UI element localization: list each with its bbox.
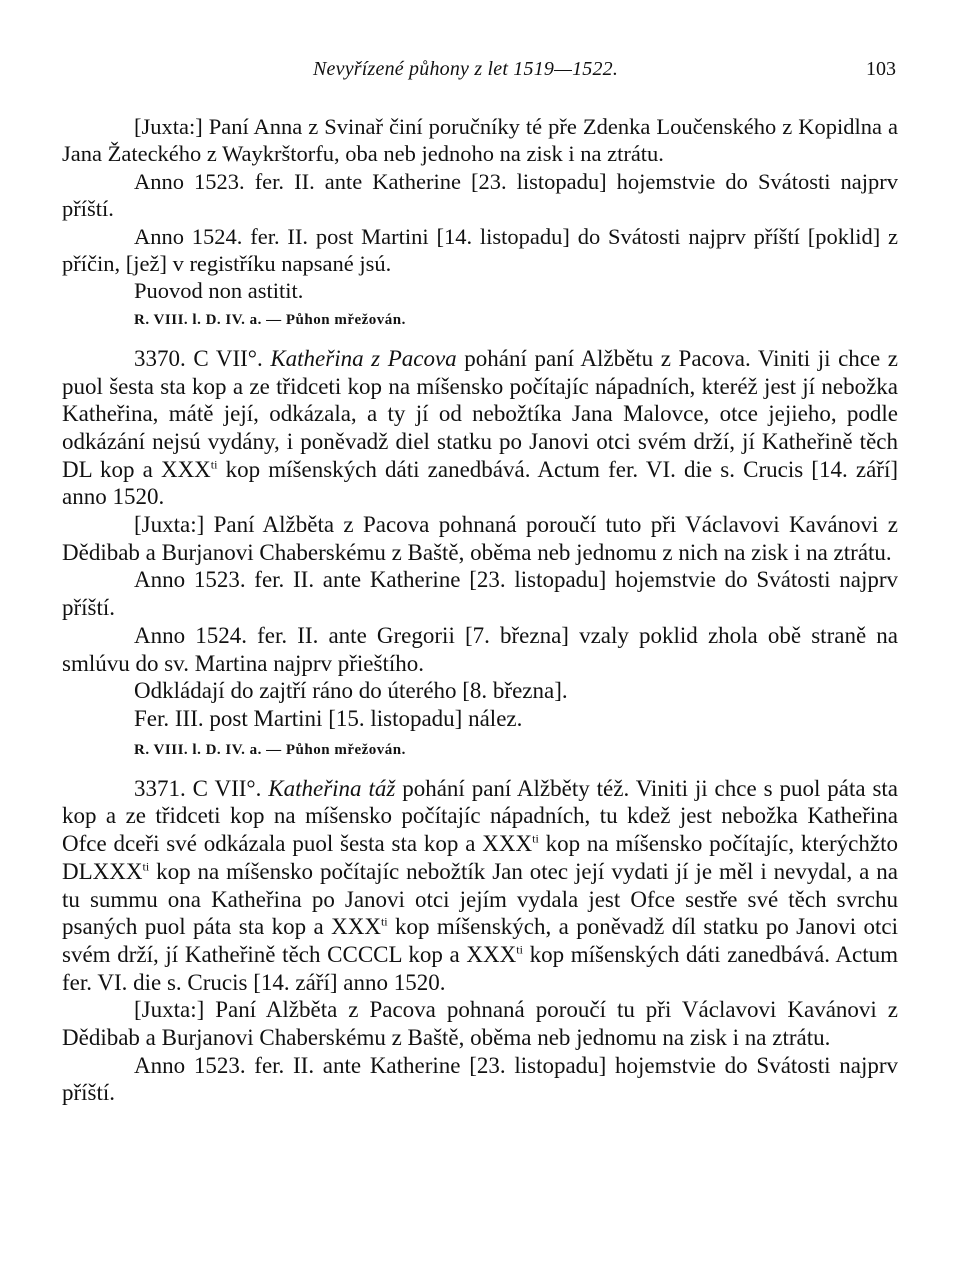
running-title: Nevyřízené půhony z let 1519—1522. bbox=[313, 58, 619, 80]
running-head bbox=[0, 58, 960, 88]
entry-number: 3371. C VII°. bbox=[134, 775, 262, 801]
page-number: 103 bbox=[866, 58, 896, 80]
archival-signature: R. VIII. l. D. IV. a. — Půhon mřežován. bbox=[134, 311, 406, 328]
entry-text-part: pohání paní Alžběty též. Viniti ji chce s puol páta sta kop a ze třidceti kop na míšensko počítajíc nápadních, tu kdež jest nebožka Katheřina Ofce dceři své odkázala puol šesta sta kop a XXX bbox=[62, 775, 898, 857]
anno-1524-paragraph: Anno 1524. fer. II. post Martini [14. listopadu] do Svátosti najprv příští [poklid] z příčin, [jež] v registříku napsané jsú. bbox=[62, 223, 898, 277]
archival-signature: R. VIII. l. D. IV. a. — Půhon mřežován. bbox=[134, 741, 406, 758]
entry-text-part: kop míšenských, a poněvadž díl statku po Janovi otci svém drží, jí Katheřině těch CCCCL kop a XXX bbox=[62, 914, 899, 967]
entry-main-text bbox=[62, 345, 898, 511]
fer-paragraph: Fer. III. post Martini [15. listopadu] nález. bbox=[134, 705, 523, 731]
entry-text-part: kop na míšensko počítajíc, kterýchžto DLXXX bbox=[62, 831, 898, 884]
superscript: ti bbox=[142, 859, 150, 874]
entry-text-part: kop míšenských dáti zanedbává. Actum fer. VI. die s. Crucis [14. září] anno 1520. bbox=[62, 941, 898, 995]
entry-text-part: pohání paní Alžbětu z Pacova. Viniti ji chce z puol šesta sta kop a ze třidceti kop na míšensko počítajíc nápadních, kteréž jest jí nebožka Katheřina, mátě její, odkázala, a ty jí od nebožtíka Jana Malovce, otce jejieho, podle odkázání nejsú vydány, i poněvadž diel statku po Janovi otci svém drží, jí Katheřině těch DL kop a XXX bbox=[62, 345, 899, 482]
odkladaji-paragraph: Odkládají do zajtří ráno do úterého [8. března]. bbox=[134, 678, 568, 704]
anno-1524-paragraph: Anno 1524. fer. II. ante Gregorii [7. března] vzaly poklid zhola obě straně na smlúvu do sv. Martina najprv přieštího. bbox=[62, 622, 898, 676]
plaintiff-name: Katheřina táž bbox=[268, 775, 396, 801]
anno-1523-paragraph: Anno 1523. fer. II. ante Katherine [23. listopadu] hojemstvie do Svátosti najprv příští. bbox=[62, 168, 898, 222]
entry-3370 bbox=[62, 345, 898, 761]
juxta-paragraph: [Juxta:] Paní Alžběta z Pacova pohnaná poroučí tu při Václavovi Kavánovi z Dědibab a Burjanovi Chaberskému z Baště, oběma neb jednomu na zisk i na ztrátu. bbox=[62, 997, 898, 1051]
superscript: ti bbox=[532, 831, 539, 846]
anno-1523-paragraph: Anno 1523. fer. II. ante Katherine [23. listopadu] hojemstvie do Svátosti najprv příští. bbox=[62, 1052, 898, 1106]
puovod-paragraph: Puovod non astitit. bbox=[134, 278, 304, 304]
plaintiff-name: Katheřina z Pacova bbox=[270, 345, 457, 371]
anno-1523-paragraph: Anno 1523. fer. II. ante Katherine [23. listopadu] hojemstvie do Svátosti najprv příští. bbox=[62, 567, 898, 621]
entry-main-text bbox=[62, 775, 898, 997]
entry-number: 3370. C VII°. bbox=[134, 345, 263, 371]
juxta-paragraph: [Juxta:] Paní Anna z Svinař činí poručníky té pře Zdenka Loučenského z Kopidlna a Jana Žateckého z Waykrštorfu, oba neb jednoho na zisk i na ztrátu. bbox=[62, 114, 898, 167]
superscript: ti bbox=[380, 914, 388, 929]
superscript: ti bbox=[210, 457, 218, 471]
juxta-paragraph: [Juxta:] Paní Alžběta z Pacova pohnaná poroučí tuto při Václavovi Kavánovi z Dědibab a Burjanovi Chaberskému z Baště, oběma neb jednomu z nich na zisk i na ztrátu. bbox=[62, 512, 898, 565]
superscript: ti bbox=[516, 942, 523, 957]
entry-3371 bbox=[62, 775, 898, 1107]
entry-text-part: kop na míšensko počítajíc nebožtík Jan otec její vydati jí je měl i nevydal, a na tu summu ona Katheřina po Janovi otci jejím vydala jest Ofce sestře své těch svrchu psaných puol páta sta kop a XXX bbox=[62, 858, 898, 940]
entry-text-part: kop míšenských dáti zanedbává. Actum fer. VI. die s. Crucis [14. září] anno 1520. bbox=[62, 456, 898, 510]
body-text bbox=[62, 113, 898, 1107]
